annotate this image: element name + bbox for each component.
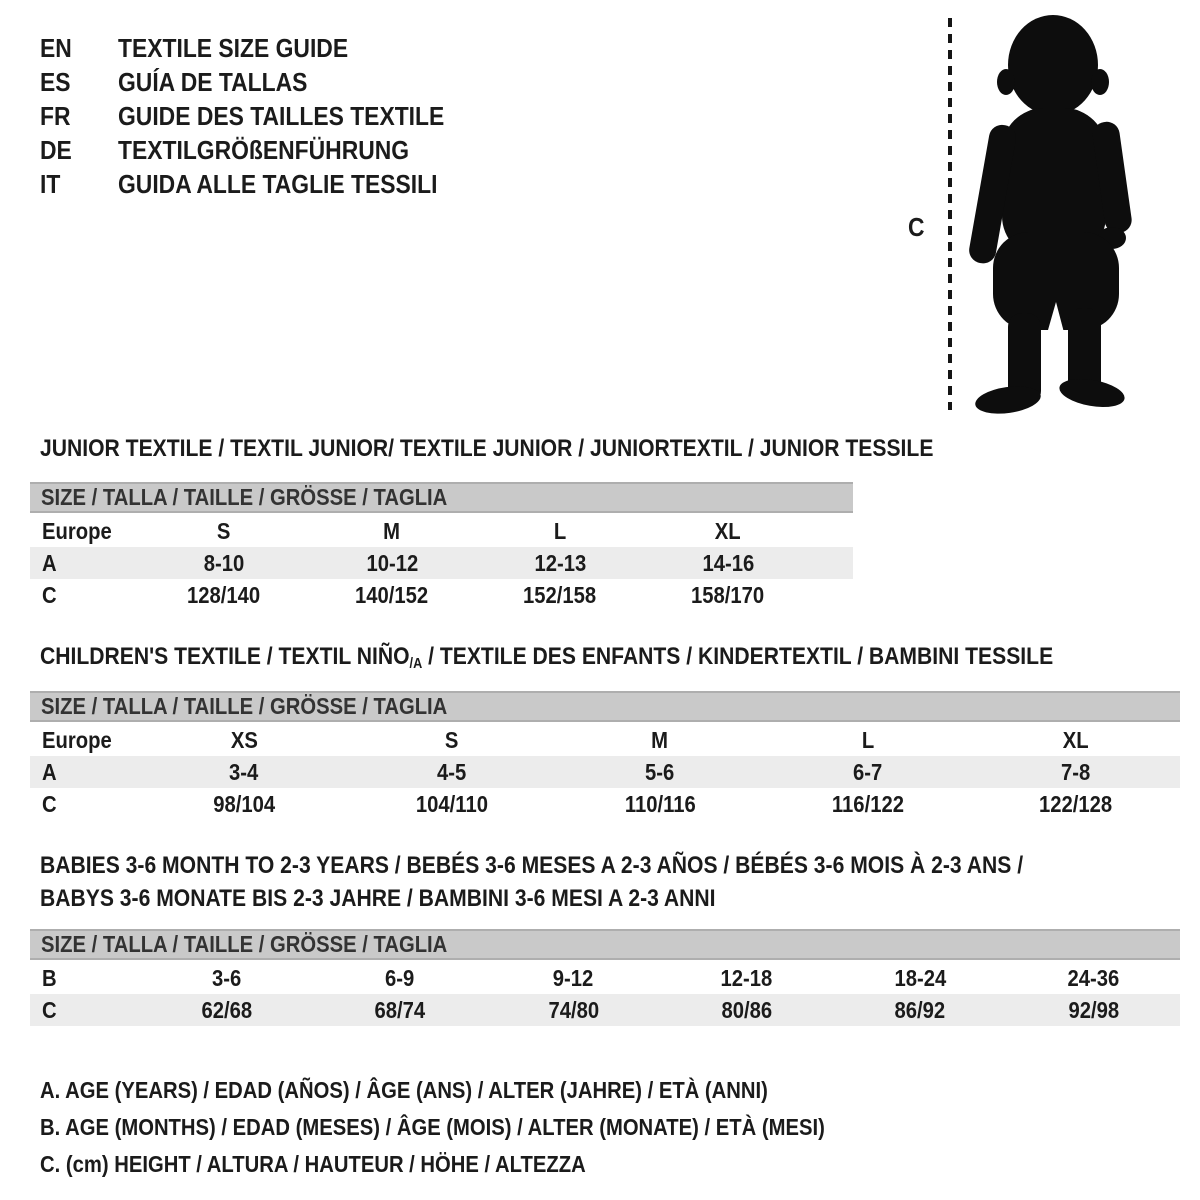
language-title-list — [40, 31, 489, 201]
toddler-silhouette-icon — [967, 15, 1133, 415]
junior-size-table — [30, 482, 853, 611]
babies-title-line2: BABYS 3-6 MONATE BIS 2-3 JAHRE / BAMBINI 3-6 MESI A 2-3 ANNI — [40, 885, 716, 912]
value-cell: 86/92 — [894, 996, 946, 1023]
row-label: A — [42, 758, 57, 785]
table-row-header — [30, 515, 853, 547]
value-cell: 62/68 — [201, 996, 252, 1023]
height-measure-label: C — [908, 212, 925, 242]
value-cell: 140/152 — [355, 581, 429, 608]
value-cell: 104/110 — [415, 790, 489, 817]
size-cell: XL — [715, 517, 741, 544]
size-bar-label: SIZE / TALLA / TAILLE / GRÖSSE / TAGLIA — [41, 931, 448, 957]
legend-text-b: B. AGE (MONTHS) / EDAD (MESES) / ÂGE (MOIS) / ALTER (MONATE) / ETÀ (MESI) — [40, 1114, 825, 1140]
value-cell: 74/80 — [547, 996, 599, 1023]
table-row-c — [30, 788, 1180, 820]
junior-section-title-text: JUNIOR TEXTILE / TEXTIL JUNIOR/ TEXTILE JUNIOR / JUNIORTEXTIL / JUNIOR TESSILE — [40, 435, 934, 462]
language-row-it — [40, 167, 489, 201]
size-bar-label: SIZE / TALLA / TAILLE / GRÖSSE / TAGLIA — [41, 693, 448, 719]
value-cell: 3-6 — [212, 964, 242, 991]
size-cell: L — [861, 726, 875, 753]
size-cell: S — [217, 517, 231, 544]
junior-size-bar — [30, 482, 853, 513]
value-cell: 110/116 — [624, 790, 696, 817]
language-title: GUÍA DE TALLAS — [118, 67, 308, 97]
legend-line-c — [40, 1146, 932, 1183]
measurement-legend — [40, 1072, 932, 1183]
table-row-b — [30, 962, 1180, 994]
children-size-table — [30, 691, 1180, 820]
row-label: C — [42, 581, 57, 608]
value-cell: 3-4 — [229, 758, 259, 785]
babies-table — [30, 962, 1180, 1026]
children-section-title — [40, 640, 1191, 681]
size-cell: XL — [1063, 726, 1089, 753]
language-title: TEXTILGRÖßENFÜHRUNG — [118, 135, 410, 165]
language-row-en — [40, 31, 489, 65]
language-title: GUIDE DES TAILLES TEXTILE — [118, 101, 445, 131]
babies-section-title — [40, 849, 1157, 915]
language-code: ES — [40, 67, 71, 97]
row-label: Europe — [42, 517, 112, 544]
value-cell: 98/104 — [213, 790, 275, 817]
language-row-fr — [40, 99, 489, 133]
value-cell: 128/140 — [187, 581, 261, 608]
value-cell: 122/128 — [1039, 790, 1113, 817]
legend-text-c: C. (cm) HEIGHT / ALTURA / HAUTEUR / HÖHE / ALTEZZA — [40, 1151, 586, 1177]
value-cell: 152/158 — [523, 581, 597, 608]
row-label: A — [42, 549, 57, 576]
children-section-title-text: CHILDREN'S TEXTILE / TEXTIL $NIÑO_{/A}$ / TEXTILE DES ENFANTS / KINDERTEXTIL / BAMBINI TESSILE — [40, 643, 1054, 673]
row-label: C — [42, 996, 57, 1023]
value-cell: 5-6 — [645, 758, 675, 785]
junior-table — [30, 515, 853, 611]
babies-size-table — [30, 929, 1180, 1026]
junior-section-title — [40, 432, 1055, 465]
value-cell: 158/170 — [691, 581, 765, 608]
language-code: IT — [40, 169, 61, 199]
babies-size-bar — [30, 929, 1180, 960]
table-row-header — [30, 724, 1180, 756]
language-code: DE — [40, 135, 72, 165]
value-cell: 4-5 — [437, 758, 467, 785]
value-cell: 18-24 — [894, 964, 946, 991]
value-cell: 12-18 — [720, 964, 773, 991]
value-cell: 6-9 — [385, 964, 415, 991]
row-label: C — [42, 790, 57, 817]
legend-text-a: A. AGE (YEARS) / EDAD (AÑOS) / ÂGE (ANS) / ALTER (JAHRE) / ETÀ (ANNI) — [40, 1077, 768, 1103]
size-cell: S — [445, 726, 459, 753]
subscript-text: /A — [409, 656, 423, 673]
value-cell: 24-36 — [1067, 964, 1120, 991]
children-table — [30, 724, 1180, 820]
value-cell: 6-7 — [853, 758, 883, 785]
size-cell: M — [383, 517, 401, 544]
legend-line-a — [40, 1072, 932, 1109]
language-row-de — [40, 133, 489, 167]
value-cell: 10-12 — [366, 549, 418, 576]
value-cell: 68/74 — [374, 996, 426, 1023]
value-cell: 80/86 — [721, 996, 772, 1023]
children-size-bar — [30, 691, 1180, 722]
size-bar-label: SIZE / TALLA / TAILLE / GRÖSSE / TAGLIA — [41, 484, 448, 510]
table-row-a — [30, 756, 1180, 788]
size-cell: M — [651, 726, 669, 753]
size-cell: L — [553, 517, 567, 544]
language-title: TEXTILE SIZE GUIDE — [118, 33, 349, 63]
table-row-a — [30, 547, 853, 579]
value-cell: 116/122 — [831, 790, 905, 817]
table-row-c — [30, 994, 1180, 1026]
language-row-es — [40, 65, 489, 99]
row-label: B — [42, 964, 57, 991]
legend-line-b — [40, 1109, 932, 1146]
value-cell: 9-12 — [553, 964, 594, 991]
language-code: FR — [40, 101, 71, 131]
size-cell: XS — [230, 726, 258, 753]
value-cell: 92/98 — [1067, 996, 1119, 1023]
value-cell: 12-13 — [534, 549, 586, 576]
language-code: EN — [40, 33, 72, 63]
toddler-silhouette-figure — [940, 10, 1150, 415]
value-cell: 14-16 — [702, 549, 754, 576]
language-title: GUIDA ALLE TAGLIE TESSILI — [118, 169, 438, 199]
babies-title-line1: BABIES 3-6 MONTH TO 2-3 YEARS / BEBÉS 3-6 MESES A 2-3 AÑOS / BÉBÉS 3-6 MOIS À 2-3 ANS / — [40, 852, 1024, 879]
value-cell: 8-10 — [203, 549, 245, 576]
table-row-c — [30, 579, 853, 611]
value-cell: 7-8 — [1061, 758, 1091, 785]
row-label: Europe — [42, 726, 112, 753]
